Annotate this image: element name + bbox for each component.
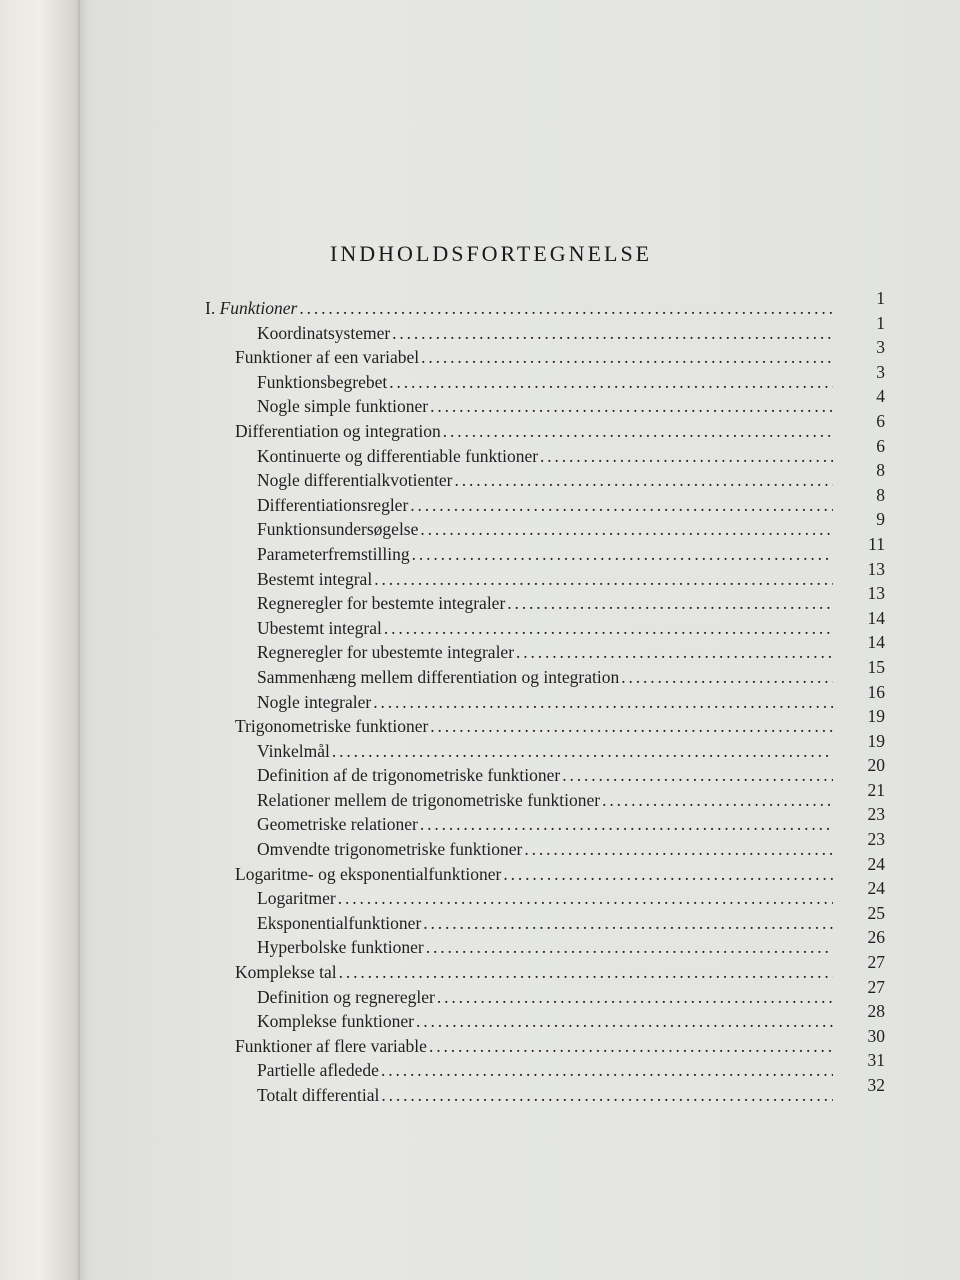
toc-entry — [205, 288, 885, 323]
toc-entry-label — [257, 519, 418, 540]
toc-entry-title: Ubestemt integral — [257, 617, 382, 638]
toc-entry-title: Omvendte trigonometriske funktioner — [257, 839, 523, 860]
toc-entry-title: Differentiation og integration — [235, 420, 441, 441]
dot-leader — [392, 323, 833, 344]
toc-page-number: 26 — [867, 927, 885, 948]
toc-entry-title: Funktionsundersøgelse — [257, 519, 419, 540]
toc-entry — [205, 902, 885, 938]
toc-page-number: 13 — [867, 558, 885, 579]
dot-leader — [443, 421, 833, 442]
toc-entry-title: Differentiationsregler — [257, 494, 409, 515]
toc-entry-label — [257, 446, 538, 467]
dot-leader — [410, 495, 833, 516]
dot-leader — [389, 372, 833, 393]
toc-page-number: 25 — [867, 902, 885, 923]
toc-entry-label — [257, 593, 505, 614]
toc-entry-label — [257, 839, 522, 860]
toc-entry-title: Koordinatsystemer — [257, 322, 391, 343]
dot-leader — [621, 667, 833, 688]
toc-page-number: 28 — [867, 1001, 885, 1022]
toc-entry-title: Definition af de trigonometriske funktioner — [257, 765, 561, 786]
page-gutter — [0, 0, 80, 1280]
dot-leader — [507, 593, 833, 614]
toc-page-number: 21 — [867, 779, 885, 800]
dot-leader — [429, 1036, 833, 1057]
toc-entry-label — [257, 470, 453, 491]
toc-entry-title: Funktionsbegrebet — [257, 371, 388, 392]
toc-entry — [205, 829, 885, 864]
toc-page-number: 24 — [867, 878, 885, 899]
chapter-number: I. — [205, 298, 220, 318]
toc-entry-label — [257, 372, 387, 393]
toc-entry — [205, 509, 885, 544]
toc-entry-title: Nogle differentialkvotienter — [257, 470, 453, 491]
dot-leader — [421, 347, 833, 368]
dot-leader — [338, 888, 833, 909]
toc-entry — [205, 755, 885, 790]
dot-leader — [416, 1011, 833, 1032]
toc-page-number: 19 — [867, 706, 885, 727]
toc-page-number: 14 — [867, 632, 885, 653]
toc-page-number: 9 — [876, 509, 885, 530]
toc-entry-title: Funktioner — [219, 298, 298, 318]
toc-entry-title: Nogle simple funktioner — [257, 396, 429, 417]
toc-entry — [205, 632, 885, 667]
toc-entry-title: Partielle afledede — [257, 1060, 379, 1081]
toc-entry — [205, 976, 885, 1012]
toc-page-number: 23 — [867, 804, 885, 825]
toc-entry-title: Funktioner af flere variable — [235, 1035, 427, 1056]
toc-page-number: 3 — [876, 337, 885, 358]
toc-entry-title: Hyperbolske funktioner — [257, 937, 424, 958]
toc-entry — [205, 1075, 885, 1110]
toc-page-number: 13 — [867, 583, 885, 604]
toc-entry — [205, 558, 885, 594]
dot-leader — [602, 790, 833, 811]
toc-entry-label — [235, 864, 501, 885]
toc-entry-title: Logaritme- og eksponentialfunktioner — [235, 863, 502, 884]
dot-leader — [420, 814, 833, 835]
toc-entry — [205, 484, 885, 520]
toc-page-number: 15 — [867, 656, 885, 677]
toc-page-number: 32 — [867, 1075, 885, 1095]
toc-entry-title: Komplekse funktioner — [257, 1011, 414, 1032]
toc-page-number: 11 — [868, 533, 885, 554]
dot-leader — [562, 765, 833, 786]
toc-entry — [205, 1001, 885, 1036]
dot-leader — [374, 569, 833, 590]
toc-entry — [205, 730, 885, 766]
dot-leader — [426, 937, 833, 958]
dot-leader — [455, 470, 833, 491]
toc-page-number: 8 — [876, 484, 885, 505]
toc-entry-label — [257, 790, 600, 811]
toc-entry — [205, 337, 885, 372]
toc-entry-label — [257, 1060, 379, 1081]
toc-entry-title: Geometriske relationer — [257, 814, 418, 835]
toc-entry-label — [257, 765, 560, 786]
toc-entry-label — [235, 716, 428, 737]
toc-page-number: 19 — [867, 730, 885, 751]
dot-leader — [423, 913, 833, 934]
dot-leader — [299, 298, 833, 319]
dot-leader — [412, 544, 833, 565]
dot-leader — [524, 839, 833, 860]
toc-entry-title: Komplekse tal — [235, 962, 337, 983]
dot-leader — [384, 618, 833, 639]
toc-entry — [205, 952, 885, 987]
toc-entry — [205, 361, 885, 397]
dot-leader — [373, 692, 833, 713]
toc-entry-label — [257, 642, 514, 663]
toc-entry — [205, 533, 885, 569]
toc-page-number: 1 — [876, 288, 885, 308]
toc-entry-label — [257, 987, 435, 1008]
toc-entry-label — [257, 569, 372, 590]
toc-entry-label — [257, 1011, 414, 1032]
toc-entry-title: Bestemt integral — [257, 568, 373, 589]
toc-entry-title: Eksponentialfunktioner — [257, 912, 422, 933]
dot-leader — [503, 864, 833, 885]
toc-entry-label — [257, 544, 410, 565]
toc-entry-title: Trigonometriske funktioner — [235, 716, 429, 737]
toc-entry — [205, 804, 885, 839]
dot-leader — [430, 396, 833, 417]
toc-entry — [205, 706, 885, 741]
toc-entry-label — [257, 741, 330, 762]
toc-page-number: 20 — [867, 755, 885, 776]
toc-entry — [205, 312, 885, 348]
toc-entry-label — [257, 888, 336, 909]
dot-leader — [381, 1085, 833, 1106]
dot-leader — [516, 642, 833, 663]
toc-entry-label — [257, 937, 424, 958]
dot-leader — [540, 446, 833, 467]
toc-entry-title: Sammenhæng mellem differentiation og integration — [257, 666, 620, 687]
toc-entry-label — [235, 962, 337, 983]
toc-page-number: 3 — [876, 361, 885, 382]
toc-entry — [205, 435, 885, 471]
toc-entry — [205, 607, 885, 643]
toc-entry — [205, 583, 885, 618]
toc-page-number: 16 — [867, 681, 885, 702]
toc-page-number: 27 — [867, 976, 885, 997]
toc-entry — [205, 1025, 885, 1061]
toc-entry-title: Definition og regneregler — [257, 986, 435, 1007]
toc-entry-title: Vinkelmål — [257, 740, 330, 761]
toc-page-number: 30 — [867, 1025, 885, 1046]
toc-entry-label — [257, 913, 421, 934]
toc-entry-title: Totalt differential — [257, 1085, 380, 1105]
toc-entry-title: Kontinuerte og differentiable funktioner — [257, 445, 539, 466]
toc-entry-label — [257, 396, 428, 417]
toc-page-number: 6 — [876, 410, 885, 431]
toc-page-number: 8 — [876, 460, 885, 481]
toc-entry-label — [257, 1085, 379, 1106]
toc-entry — [205, 681, 885, 717]
toc-page-number: 1 — [876, 312, 885, 333]
dot-leader — [430, 716, 833, 737]
toc-entry-title: Relationer mellem de trigonometriske funktioner — [257, 789, 601, 810]
toc-entry-title: Regneregler for bestemte integraler — [257, 593, 506, 614]
toc-entry-label — [257, 323, 390, 344]
toc-page-number: 6 — [876, 435, 885, 456]
toc-page-number: 27 — [867, 952, 885, 973]
toc-entry — [205, 460, 885, 495]
toc-entry — [205, 656, 885, 692]
dot-leader — [437, 987, 833, 1008]
toc-entry-label — [257, 618, 382, 639]
dot-leader — [420, 519, 833, 540]
toc-entry — [205, 410, 885, 446]
toc-entry — [205, 779, 885, 815]
dot-leader — [381, 1060, 833, 1081]
toc-entry-title: Nogle integraler — [257, 691, 372, 712]
toc-entry-title: Parameterfremstilling — [257, 543, 410, 564]
dot-leader — [332, 741, 833, 762]
toc-entry — [205, 1050, 885, 1085]
toc-entry-title: Funktioner af een variabel — [235, 347, 420, 368]
table-of-contents — [205, 288, 885, 1110]
toc-entry — [205, 927, 885, 962]
toc-entry-label — [257, 667, 619, 688]
toc-entry-title: Regneregler for ubestemte integraler — [257, 642, 515, 663]
toc-entry-label — [257, 495, 408, 516]
toc-entry-label — [235, 1036, 427, 1057]
toc-page-number: 31 — [867, 1050, 885, 1071]
toc-page-number: 14 — [867, 607, 885, 628]
toc-entry-label — [235, 421, 441, 442]
toc-page-number: 4 — [876, 386, 885, 407]
toc-entry-label — [257, 814, 418, 835]
toc-entry — [205, 386, 885, 421]
toc-entry — [205, 853, 885, 889]
toc-entry-label — [257, 692, 371, 713]
dot-leader — [339, 962, 833, 983]
toc-entry-label — [205, 298, 297, 319]
toc-entry-title: Logaritmer — [257, 888, 336, 909]
toc-entry-label — [235, 347, 419, 368]
toc-entry — [205, 878, 885, 913]
page-title: INDHOLDSFORTEGNELSE — [330, 240, 653, 266]
toc-page-number: 24 — [867, 853, 885, 874]
toc-page-number: 23 — [867, 829, 885, 850]
